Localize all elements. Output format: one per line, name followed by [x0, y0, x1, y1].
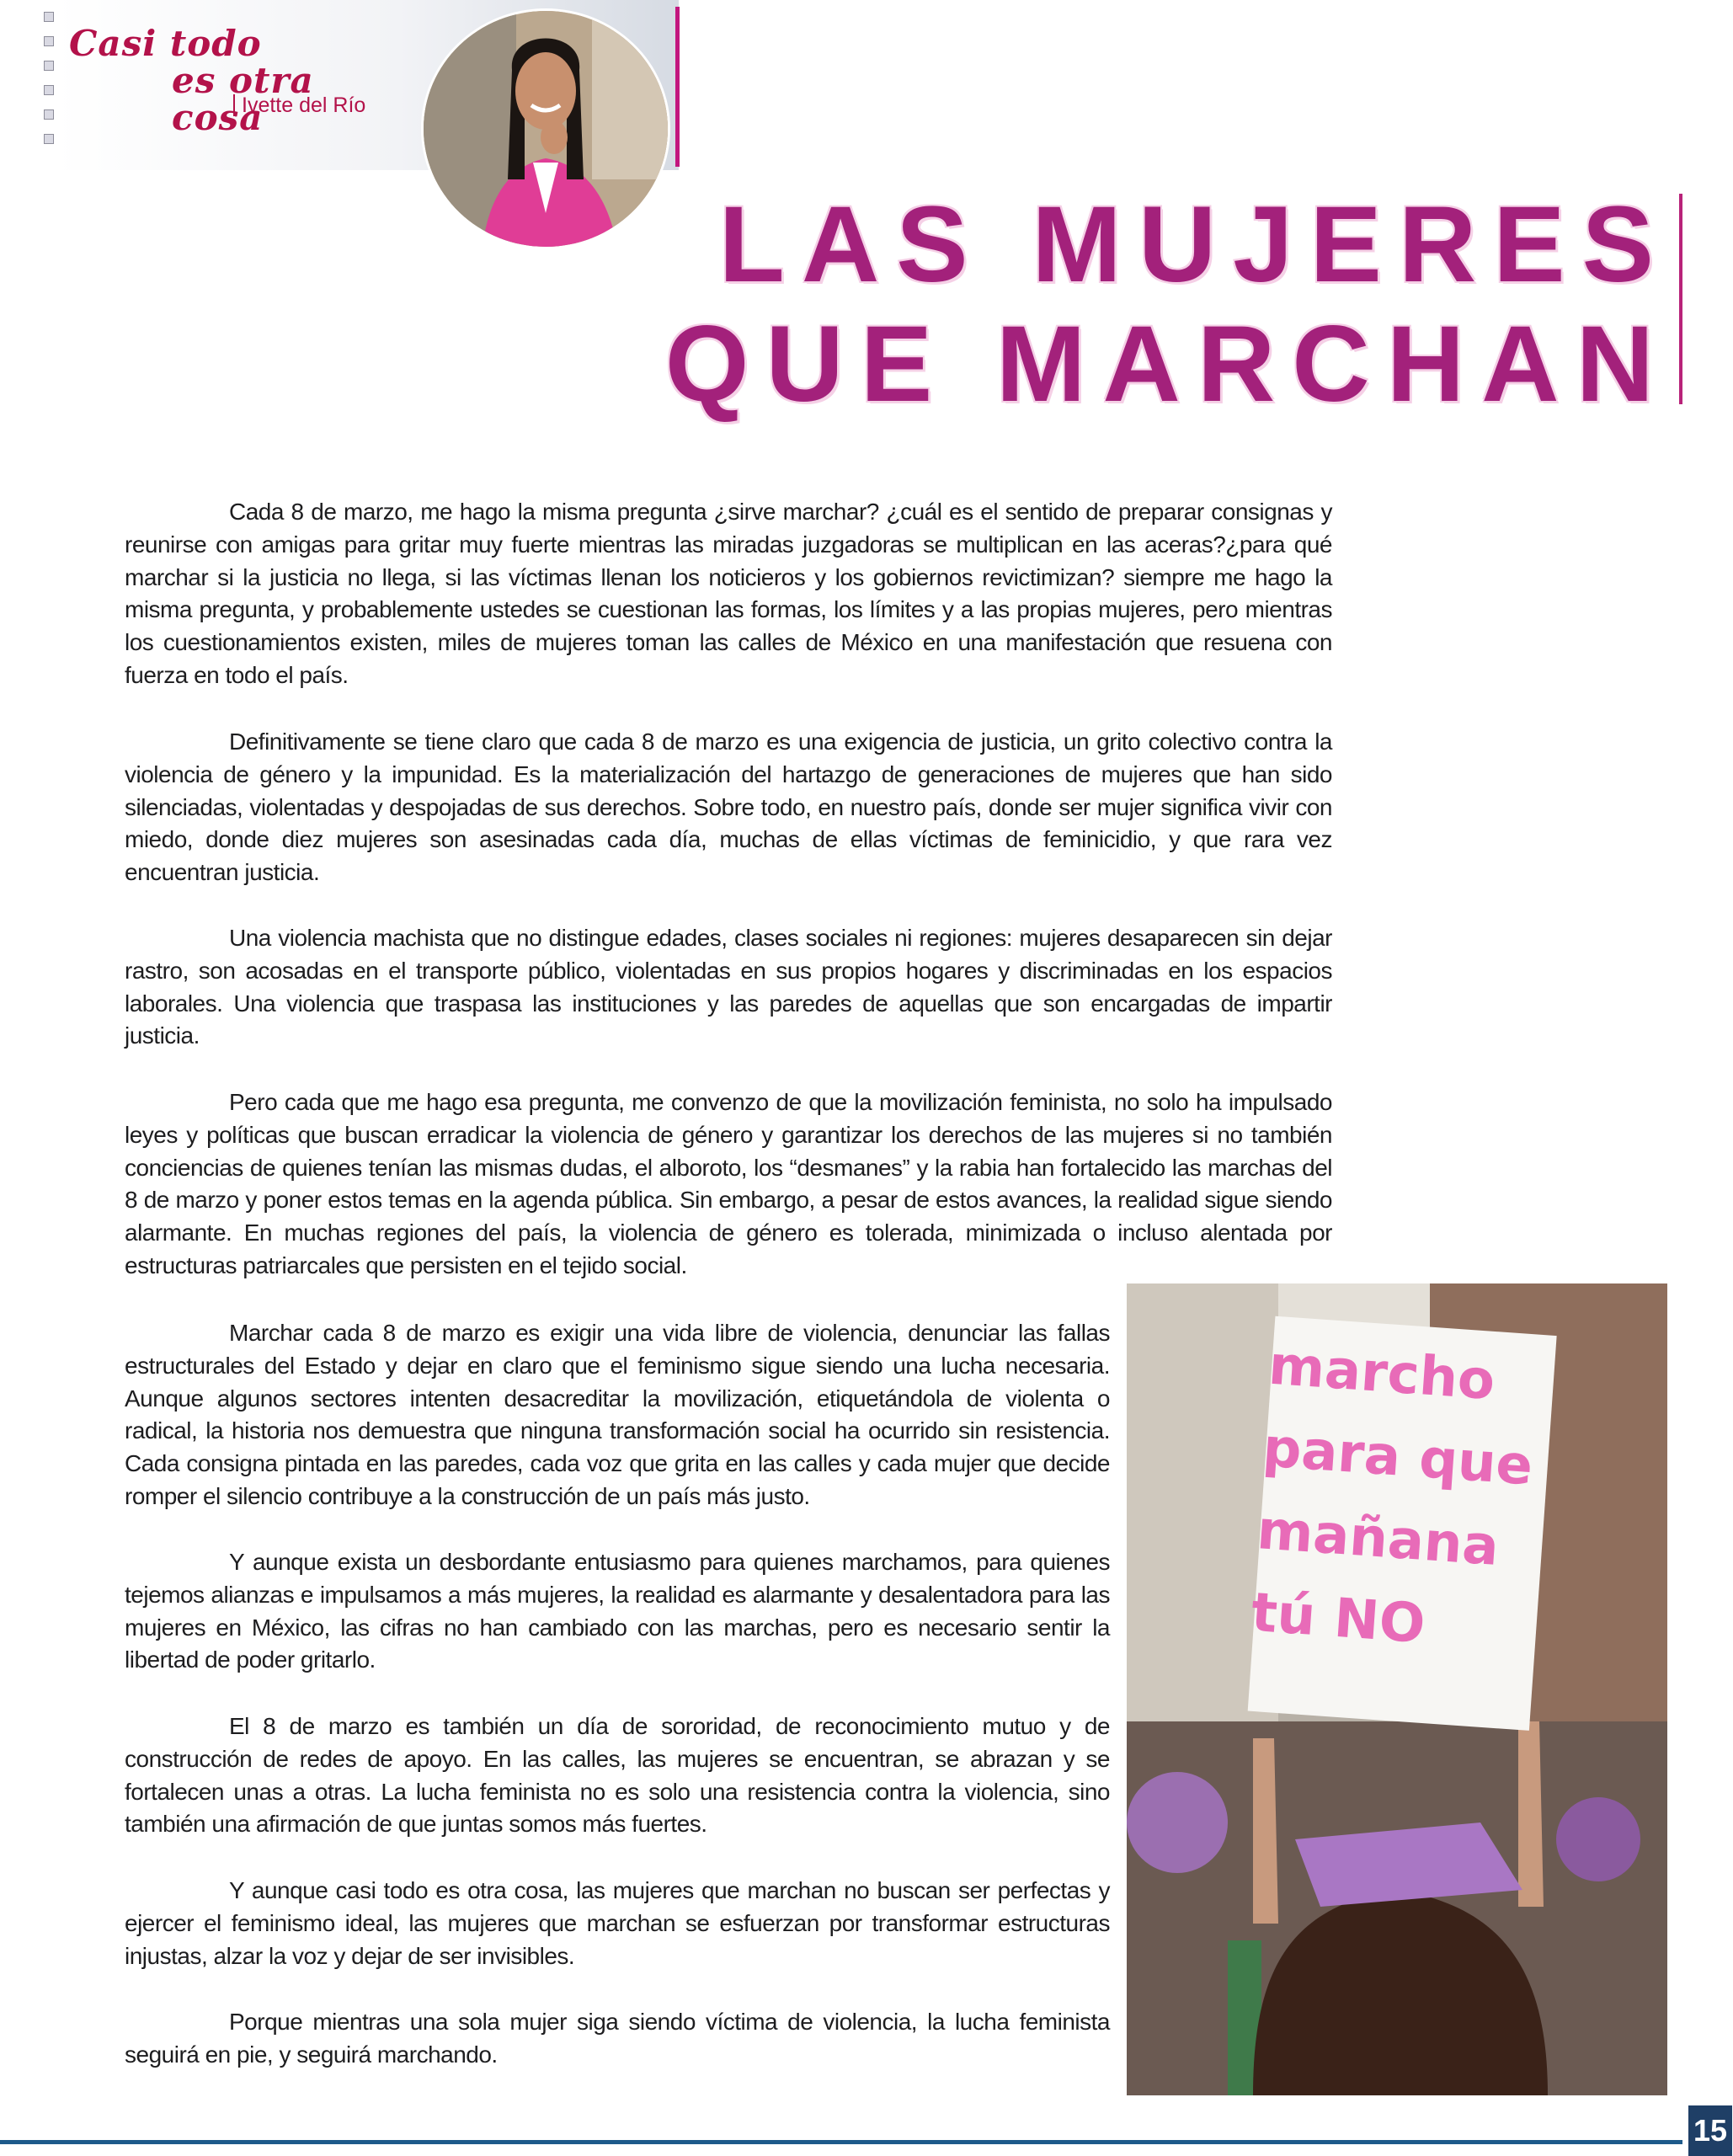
page-number: 15 [1688, 2105, 1732, 2156]
paragraph-9: Porque mientras una sola mujer siga siendo víctima de violencia, la lucha feminista seguirá en pie, y seguirá marchando. [125, 2009, 1110, 2068]
title-accent-bar [1679, 194, 1682, 404]
column-title-line2: es otra cosa [172, 60, 314, 138]
column-title-line1: Casi todo [69, 23, 262, 64]
paragraph-7: El 8 de marzo es también un día de sororidad, de reconocimiento mutuo y de construcción de redes de apoyo. En las calles, las mujeres se encuentran, se abrazan y se fortalecen unas a otras. La lucha feminista no es solo una resistencia contra la violencia, sino también una afirmación de que juntas somos más fuertes. [125, 1713, 1110, 1838]
paragraph-6: Y aunque exista un desbordante entusiasmo para quienes marchamos, para quienes tejemos alianzas e impulsamos a más mujeres, la realidad es alarmante y desalentadora para las mujeres en México, las cifras no han cambiado con las marchas, pero es necesario sentir la libertad de poder gritarlo. [125, 1549, 1110, 1673]
header-accent-bar [675, 7, 680, 167]
column-author: Ivette del Río [233, 94, 365, 116]
protest-photo [1127, 1283, 1667, 2095]
article-title-line1: LAS MUJERES [718, 184, 1671, 305]
article-title [665, 185, 1671, 424]
footer-rule [0, 2140, 1682, 2144]
author-portrait [421, 8, 670, 249]
paragraph-2: Definitivamente se tiene claro que cada 8 de marzo es una exigencia de justicia, un grito colectivo contra la violencia de género y la impunidad. Es la materialización del hartazgo de generaciones de mujeres que han sido silenciadas, violentadas y despojadas de sus derechos. Sobre todo, en nuestro país, donde ser mujer significa vivir con miedo, donde diez mujeres son asesinadas cada día, muchas de ellas víctimas de feminicidio, y que rara vez encuentran justicia. [125, 728, 1332, 886]
paragraph-8: Y aunque casi todo es otra cosa, las mujeres que marchan no buscan ser perfectas y ejercer el feminismo ideal, las mujeres que marchan se esfuerzan por transformar estructuras injustas, alzar la voz y dejar de ser invisibles. [125, 1877, 1110, 1969]
paragraph-1: Cada 8 de marzo, me hago la misma pregunta ¿sirve marchar? ¿cuál es el sentido de preparar consignas y reunirse con amigas para gritar muy fuerte mientras las miradas juzgadoras se multiplican en las aceras?¿para qué marchar si la justicia no llega, si las víctimas llenan los noticieros y los gobiernos revictimizan? siempre me hago la misma pregunta, y probablemente ustedes se cuestionan las formas, los límites y a las propias mujeres, pero mientras los cuestionamientos existen, miles de mujeres toman las calles de México en una manifestación que resuena con fuerza en todo el país. [125, 499, 1332, 688]
paragraph-5: Marchar cada 8 de marzo es exigir una vida libre de violencia, denunciar las fallas estructurales del Estado y dejar en claro que el feminismo sigue siendo una lucha necesaria. Aunque algunos sectores intenten desacreditar la movilización, etiquetándola de violenta o radical, la historia nos demuestra que ninguna transformación social ha ocurrido sin resistencia. Cada consigna pintada en las paredes, cada voz que grita en las calles y cada mujer que decide romper el silencio contribuye a la construcción de un país más justo. [125, 1320, 1110, 1509]
sign-line-3: mañana [1255, 1499, 1501, 1578]
sign-line-4: tú NO [1249, 1581, 1427, 1657]
margin-dots [44, 12, 54, 158]
paragraph-4: Pero cada que me hago esa pregunta, me convenzo de que la movilización feminista, no solo ha impulsado leyes y políticas que buscan erradicar la violencia de género y garantizar los derechos de las mujeres si no también conciencias de quienes tenían las mismas dudas, el alboroto, los “desmanes” y la rabia han fortalecido las marchas del 8 de marzo y poner estos temas en la agenda pública. Sin embargo, a pesar de estos avances, la realidad sigue siendo alarmante. En muchas regiones del país, la violencia de género es tolerada, minimizada o incluso alentada por estructuras patriarcales que persisten en el tejido social. [125, 1089, 1332, 1278]
article-title-line2: QUE MARCHAN [664, 304, 1671, 424]
column-title [69, 25, 406, 136]
sign-line-2: para que [1261, 1417, 1535, 1498]
protest-sign-text [1249, 1325, 1558, 1674]
sign-line-1: marcho [1266, 1334, 1497, 1413]
paragraph-3: Una violencia machista que no distingue edades, clases sociales ni regiones: mujeres desaparecen sin dejar rastro, son acosadas en el transporte público, violentadas en sus propios hogares y discriminadas en los espacios laborales. Una violencia que traspasa las instituciones y las paredes de aquellas que son encargadas de impartir justicia. [125, 925, 1332, 1049]
